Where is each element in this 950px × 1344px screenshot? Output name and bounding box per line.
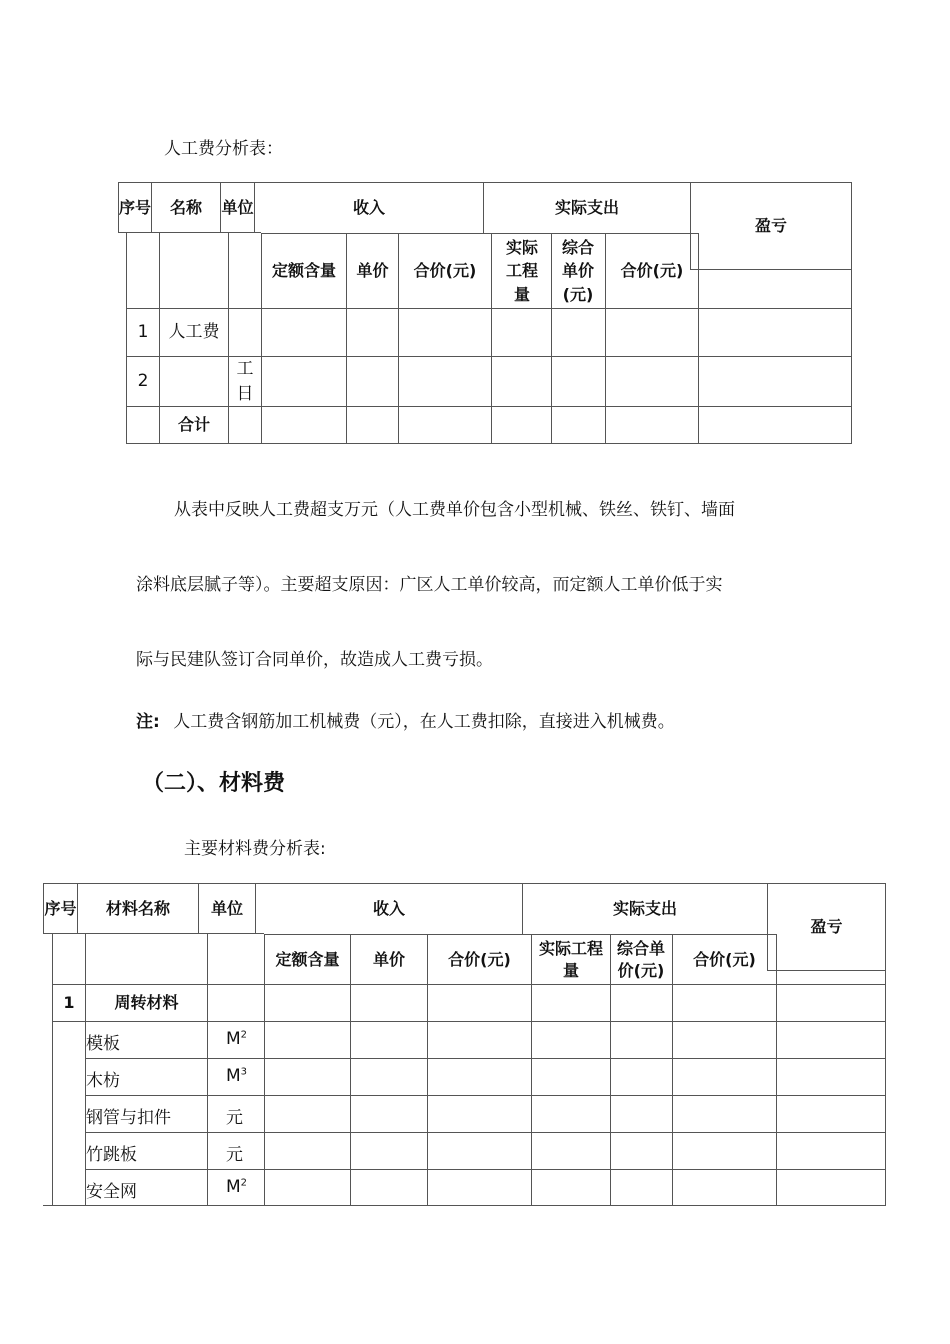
row1-name: 人工费 bbox=[168, 322, 220, 343]
m-row3-unit: 元 bbox=[226, 1108, 243, 1128]
m-header-actual-total: 合价(元) bbox=[693, 949, 756, 969]
m-row4-unit: 元 bbox=[226, 1145, 243, 1165]
m-header-total: 合价(元) bbox=[448, 949, 511, 969]
m-row5-unit: $M^2$ bbox=[226, 1177, 248, 1197]
m-header-avg-price: 综合单价(元) bbox=[616, 938, 665, 980]
header-name: 名称 bbox=[169, 197, 202, 217]
m-header-actual-qty: 实际工程量 bbox=[538, 938, 603, 980]
header-quota: 定额含量 bbox=[271, 261, 336, 281]
row2-unit: 工日 bbox=[236, 358, 254, 404]
m-header-income: 收入 bbox=[372, 898, 405, 918]
m-header-seq: 序号 bbox=[44, 898, 77, 918]
header-profit: 盈亏 bbox=[754, 216, 787, 236]
header-income: 收入 bbox=[352, 197, 385, 217]
m-header-profit: 盈亏 bbox=[810, 917, 843, 937]
m-header-unit: 单位 bbox=[210, 898, 243, 918]
row1-seq: 1 bbox=[137, 322, 149, 343]
paragraph-line-1: 从表中反映人工费超支万元（人工费单价包含小型机械、铁丝、铁钉、墙面 bbox=[174, 500, 735, 520]
m-row1-unit: $M^2$ bbox=[226, 1029, 248, 1049]
header-seq: 序号 bbox=[119, 197, 152, 217]
m-row3-name: 钢管与扣件 bbox=[86, 1108, 171, 1128]
header-total: 合价(元) bbox=[413, 261, 477, 281]
header-actual-qty: 实际工程量 bbox=[505, 238, 538, 304]
m-header-quota: 定额含量 bbox=[275, 949, 340, 969]
m-group-name: 周转材料 bbox=[114, 993, 179, 1013]
m-row2-unit: $M^3$ bbox=[226, 1066, 248, 1086]
m-row5-name: 安全网 bbox=[86, 1182, 137, 1202]
m-group-seq: 1 bbox=[63, 993, 75, 1013]
m-header-name: 材料名称 bbox=[105, 898, 170, 918]
row2-seq: 2 bbox=[137, 371, 149, 392]
section-title: （二）、材料费 bbox=[142, 771, 286, 796]
header-actual-total: 合价(元) bbox=[620, 261, 684, 281]
row-sum-label: 合计 bbox=[177, 415, 210, 435]
m-row1-name: 模板 bbox=[86, 1034, 120, 1054]
header-unit: 单位 bbox=[221, 197, 254, 217]
labor-table bbox=[0, 0, 950, 460]
note bbox=[136, 707, 675, 732]
note-text: 人工费含钢筋加工机械费（元），在人工费扣除，直接进入机械费。 bbox=[173, 712, 675, 732]
m-row4-name: 竹跳板 bbox=[86, 1145, 137, 1165]
m-header-actual: 实际支出 bbox=[612, 898, 677, 918]
m-header-price: 单价 bbox=[372, 949, 405, 969]
header-actual: 实际支出 bbox=[554, 197, 619, 217]
paragraph-line-3: 际与民建队签订合同单价，故造成人工费亏损。 bbox=[136, 650, 493, 670]
paragraph-line-2: 涂料底层腻子等）。主要超支原因：广区人工单价较高，而定额人工单价低于实 bbox=[136, 575, 723, 595]
material-table-caption: 主要材料费分析表: bbox=[184, 839, 326, 859]
labor-table-caption: 人工费分析表： bbox=[164, 139, 283, 159]
header-price: 单价 bbox=[356, 261, 389, 281]
m-row2-name: 木枋 bbox=[86, 1071, 120, 1091]
header-avg-price: 综合单价(元) bbox=[561, 238, 594, 304]
note-label: 注: bbox=[136, 712, 160, 732]
